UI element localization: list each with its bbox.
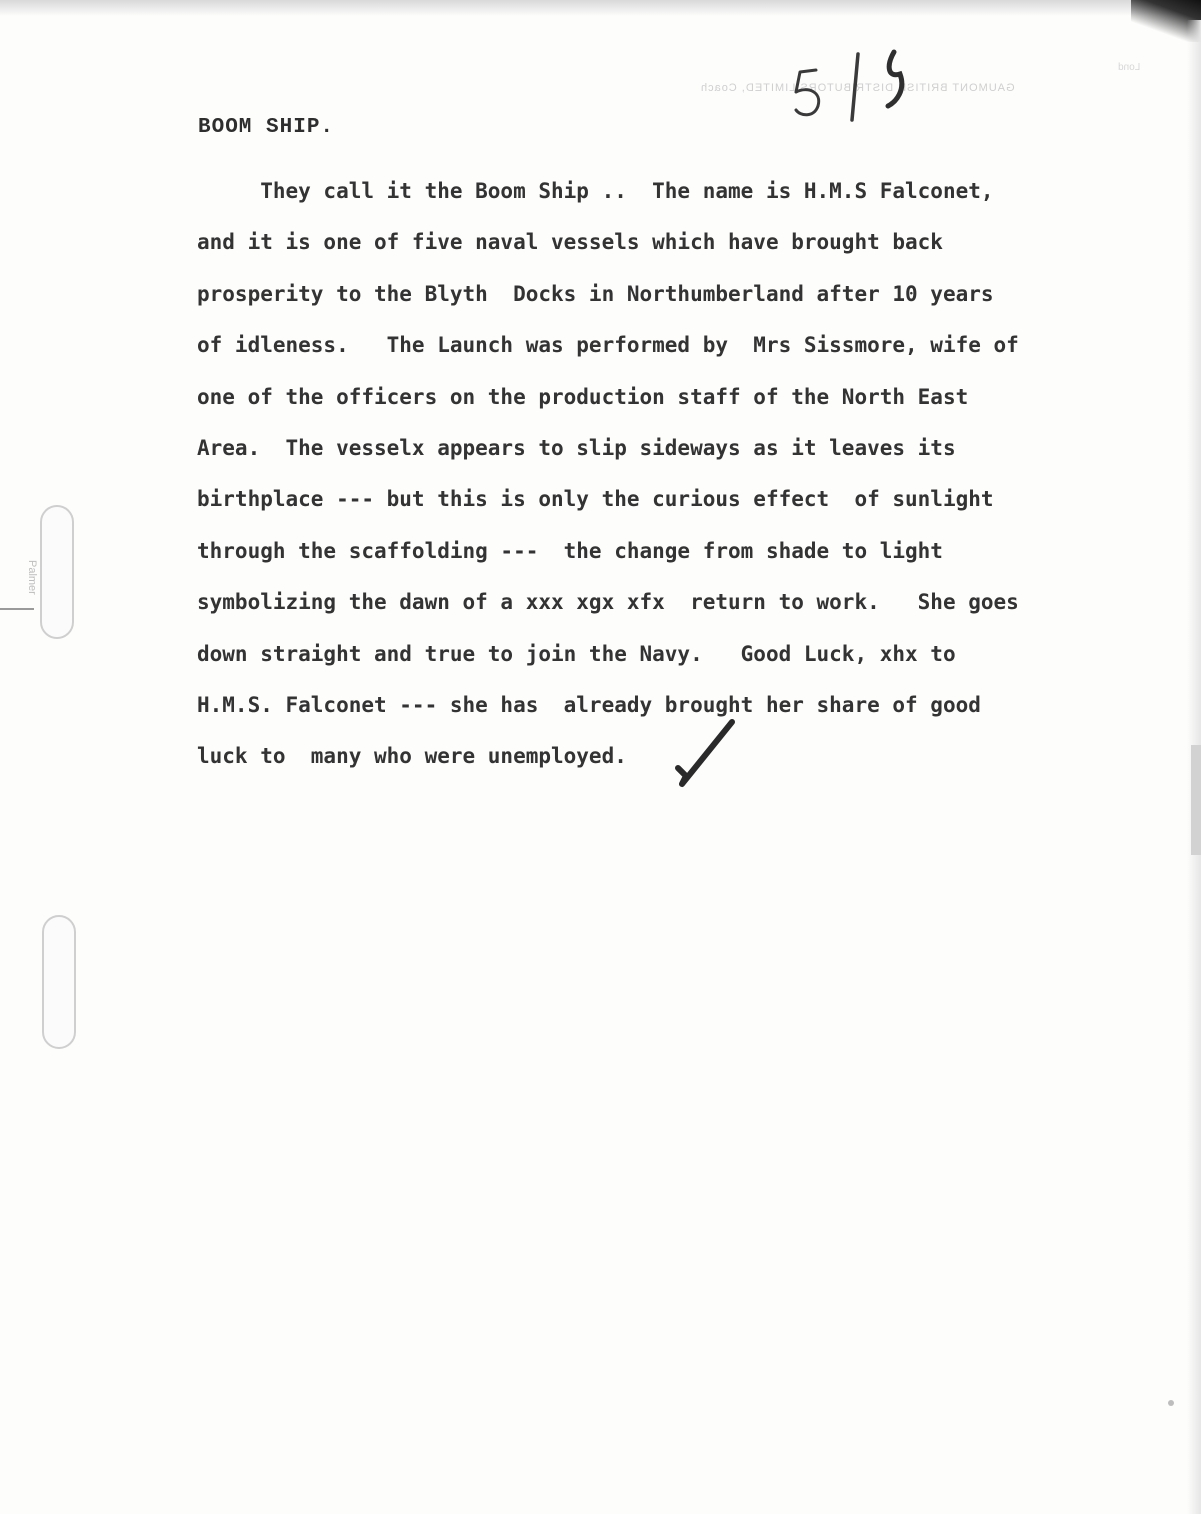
body-line: and it is one of five naval vessels which have brought back: [197, 230, 943, 255]
letterhead-bleedthrough: GAUMONT BRITISH DISTRIBUTORS LIMITED, Coach: [700, 82, 1015, 94]
document-title: BOOM SHIP.: [198, 116, 335, 139]
letterhead-bleedthrough-corner: Lond: [1118, 62, 1141, 73]
scan-speck: [1168, 1400, 1174, 1406]
binder-punch-hole: [40, 505, 74, 639]
body-line: through the scaffolding --- the change from shade to light: [197, 538, 943, 563]
body-line: prosperity to the Blyth Docks in Northumberland after 10 years: [197, 281, 994, 306]
body-line: luck to many who were unemployed.: [197, 744, 627, 769]
body-line: H.M.S. Falconet --- she has already brought her share of good: [197, 693, 981, 718]
body-line: Area. The vesselx appears to slip sideways as it leaves its: [197, 436, 956, 461]
body-line: They call it the Boom Ship .. The name is H.M.S Falconet,: [197, 179, 994, 203]
body-line: one of the officers on the production staff of the North East: [197, 384, 969, 409]
margin-mark: [0, 608, 34, 610]
check-mark-icon: [672, 716, 742, 788]
body-line: birthplace --- but this is only the curious effect of sunlight: [197, 487, 994, 512]
page-tab-shadow: [1191, 745, 1201, 855]
punch-hole-stamp: Palmer: [26, 560, 38, 595]
handwritten-page-number: [788, 48, 928, 128]
body-line: of idleness. The Launch was performed by Mrs Sissmore, wife of: [197, 333, 1019, 358]
binder-punch-hole: [42, 915, 76, 1049]
document-body: [197, 166, 1172, 783]
body-line: symbolizing the dawn of a xxx xgx xfx return to work. She goes: [197, 590, 1019, 615]
body-line: down straight and true to join the Navy. Good Luck, xhx to: [197, 641, 956, 666]
scan-edge-top: [0, 0, 1201, 16]
